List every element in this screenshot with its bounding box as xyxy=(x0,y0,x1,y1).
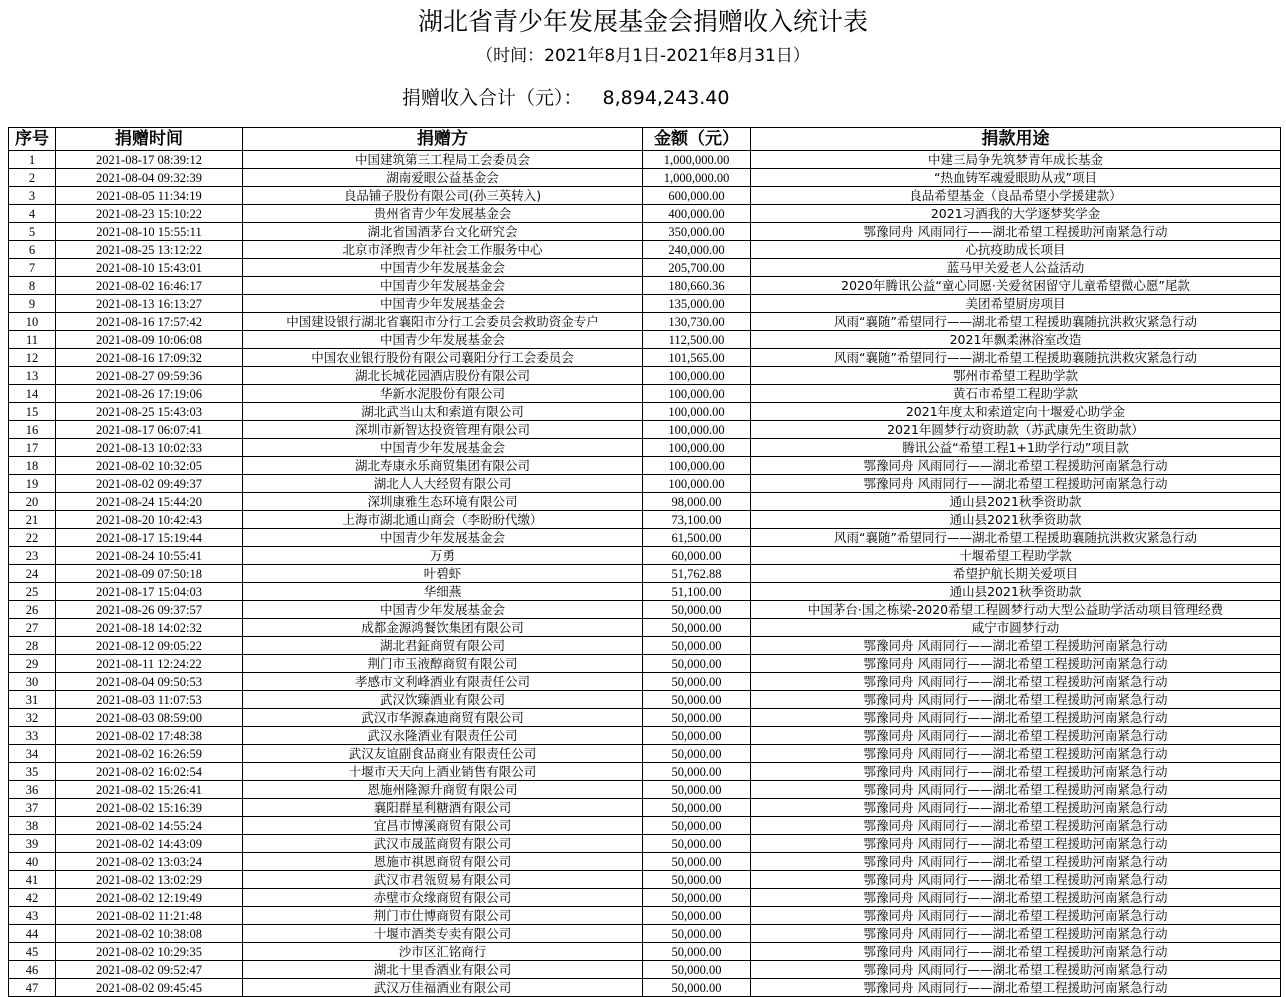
donation-amount: 100,000.00 xyxy=(643,475,751,493)
row-index: 42 xyxy=(9,889,56,907)
donor-name: 万勇 xyxy=(243,547,643,565)
donor-name: 中国青少年发展基金会 xyxy=(243,529,643,547)
donation-amount: 100,000.00 xyxy=(643,457,751,475)
donation-time: 2021-08-02 13:02:29 xyxy=(56,871,243,889)
donation-table xyxy=(8,127,1281,997)
donor-name: 中国建设银行湖北省襄阳市分行工会委员会救助资金专户 xyxy=(243,313,643,331)
table-row xyxy=(9,493,1281,511)
table-row xyxy=(9,727,1281,745)
donation-purpose: 通山县2021秋季资助款 xyxy=(751,511,1281,529)
total-label: 捐赠收入合计（元）： xyxy=(402,87,583,109)
donation-time: 2021-08-02 13:03:24 xyxy=(56,853,243,871)
donation-time: 2021-08-09 10:06:08 xyxy=(56,331,243,349)
donation-amount: 50,000.00 xyxy=(643,799,751,817)
donation-time: 2021-08-25 13:12:22 xyxy=(56,241,243,259)
donor-name: 成都金源鸿餐饮集团有限公司 xyxy=(243,619,643,637)
row-index: 32 xyxy=(9,709,56,727)
row-index: 39 xyxy=(9,835,56,853)
row-index: 43 xyxy=(9,907,56,925)
donation-time: 2021-08-02 11:21:48 xyxy=(56,907,243,925)
donation-purpose: 良品希望基金（良品希望小学援建款） xyxy=(751,187,1281,205)
table-row xyxy=(9,187,1281,205)
donation-purpose: 鄂豫同舟 风雨同行——湖北希望工程援助河南紧急行动 xyxy=(751,835,1281,853)
table-row xyxy=(9,457,1281,475)
donation-purpose: 希望护航长期关爱项目 xyxy=(751,565,1281,583)
table-row xyxy=(9,691,1281,709)
donation-time: 2021-08-23 15:10:22 xyxy=(56,205,243,223)
donation-purpose: 咸宁市圆梦行动 xyxy=(751,619,1281,637)
donation-purpose: 通山县2021秋季资助款 xyxy=(751,493,1281,511)
donor-name: 恩施市祺恩商贸有限公司 xyxy=(243,853,643,871)
donation-purpose: “热血铸军魂爱眼助从戎”项目 xyxy=(751,169,1281,187)
header-index: 序号 xyxy=(9,128,56,151)
table-row xyxy=(9,907,1281,925)
donation-time: 2021-08-13 10:02:33 xyxy=(56,439,243,457)
donor-name: 武汉市华源森迪商贸有限公司 xyxy=(243,709,643,727)
donor-name: 湖北省国酒茅台文化研究会 xyxy=(243,223,643,241)
donation-purpose: 鄂豫同舟 风雨同行——湖北希望工程援助河南紧急行动 xyxy=(751,709,1281,727)
donation-time: 2021-08-26 09:37:57 xyxy=(56,601,243,619)
donor-name: 湖北人人大经贸有限公司 xyxy=(243,475,643,493)
header-purpose: 捐款用途 xyxy=(751,128,1281,151)
donation-amount: 101,565.00 xyxy=(643,349,751,367)
row-index: 41 xyxy=(9,871,56,889)
table-row xyxy=(9,313,1281,331)
donation-time: 2021-08-02 15:16:39 xyxy=(56,799,243,817)
table-row xyxy=(9,241,1281,259)
donation-time: 2021-08-13 16:13:27 xyxy=(56,295,243,313)
row-index: 17 xyxy=(9,439,56,457)
donor-name: 沙市区汇铭商行 xyxy=(243,943,643,961)
total-amount: 8,894,243.40 xyxy=(602,87,730,109)
row-index: 6 xyxy=(9,241,56,259)
donor-name: 深圳康雅生态环境有限公司 xyxy=(243,493,643,511)
donor-name: 中国青少年发展基金会 xyxy=(243,277,643,295)
donation-time: 2021-08-26 17:19:06 xyxy=(56,385,243,403)
row-index: 18 xyxy=(9,457,56,475)
row-index: 13 xyxy=(9,367,56,385)
donation-amount: 400,000.00 xyxy=(643,205,751,223)
table-row xyxy=(9,889,1281,907)
donation-purpose: 鄂豫同舟 风雨同行——湖北希望工程援助河南紧急行动 xyxy=(751,781,1281,799)
donation-purpose: 心抗疫助成长项目 xyxy=(751,241,1281,259)
donation-purpose: 风雨“襄随”希望同行——湖北希望工程援助襄随抗洪救灾紧急行动 xyxy=(751,349,1281,367)
table-row xyxy=(9,673,1281,691)
row-index: 12 xyxy=(9,349,56,367)
donation-amount: 50,000.00 xyxy=(643,817,751,835)
table-row xyxy=(9,835,1281,853)
donation-purpose: 鄂豫同舟 风雨同行——湖北希望工程援助河南紧急行动 xyxy=(751,925,1281,943)
donation-time: 2021-08-24 15:44:20 xyxy=(56,493,243,511)
donation-amount: 50,000.00 xyxy=(643,961,751,979)
donation-time: 2021-08-05 11:34:19 xyxy=(56,187,243,205)
donation-purpose: 鄂豫同舟 风雨同行——湖北希望工程援助河南紧急行动 xyxy=(751,853,1281,871)
donation-time: 2021-08-04 09:32:39 xyxy=(56,169,243,187)
row-index: 34 xyxy=(9,745,56,763)
row-index: 24 xyxy=(9,565,56,583)
table-row xyxy=(9,943,1281,961)
donor-name: 湖北武当山太和索道有限公司 xyxy=(243,403,643,421)
donation-amount: 130,730.00 xyxy=(643,313,751,331)
donor-name: 荆门市仕博商贸有限公司 xyxy=(243,907,643,925)
table-header-row xyxy=(9,128,1281,151)
table-row xyxy=(9,709,1281,727)
donor-name: 恩施州隆源升商贸有限公司 xyxy=(243,781,643,799)
table-row xyxy=(9,367,1281,385)
table-row xyxy=(9,403,1281,421)
donation-amount: 112,500.00 xyxy=(643,331,751,349)
row-index: 16 xyxy=(9,421,56,439)
donation-time: 2021-08-02 15:26:41 xyxy=(56,781,243,799)
donation-time: 2021-08-02 09:49:37 xyxy=(56,475,243,493)
table-row xyxy=(9,349,1281,367)
row-index: 19 xyxy=(9,475,56,493)
donor-name: 十堰市酒类专卖有限公司 xyxy=(243,925,643,943)
table-row xyxy=(9,853,1281,871)
table-row xyxy=(9,421,1281,439)
donation-amount: 50,000.00 xyxy=(643,925,751,943)
row-index: 1 xyxy=(9,151,56,169)
donation-purpose: 鄂豫同舟 风雨同行——湖北希望工程援助河南紧急行动 xyxy=(751,799,1281,817)
donation-time: 2021-08-10 15:55:11 xyxy=(56,223,243,241)
donation-purpose: 鄂豫同舟 风雨同行——湖北希望工程援助河南紧急行动 xyxy=(751,961,1281,979)
table-row xyxy=(9,655,1281,673)
donation-purpose: 2021年圆梦行动资助款（苏武康先生资助款） xyxy=(751,421,1281,439)
donor-name: 中国青少年发展基金会 xyxy=(243,259,643,277)
donation-purpose: 2021年飘柔淋浴室改造 xyxy=(751,331,1281,349)
table-row xyxy=(9,295,1281,313)
donor-name: 荆门市玉液醇商贸有限公司 xyxy=(243,655,643,673)
row-index: 28 xyxy=(9,637,56,655)
donation-time: 2021-08-02 09:45:45 xyxy=(56,979,243,997)
table-row xyxy=(9,925,1281,943)
table-row xyxy=(9,331,1281,349)
donor-name: 襄阳群星利糖酒有限公司 xyxy=(243,799,643,817)
table-row xyxy=(9,439,1281,457)
donor-name: 湖北君鉦商贸有限公司 xyxy=(243,637,643,655)
donation-amount: 50,000.00 xyxy=(643,979,751,997)
donor-name: 武汉饮臻酒业有限公司 xyxy=(243,691,643,709)
donation-amount: 135,000.00 xyxy=(643,295,751,313)
donation-amount: 50,000.00 xyxy=(643,709,751,727)
donation-time: 2021-08-17 15:19:44 xyxy=(56,529,243,547)
table-row xyxy=(9,277,1281,295)
donation-purpose: 鄂豫同舟 风雨同行——湖北希望工程援助河南紧急行动 xyxy=(751,673,1281,691)
donation-time: 2021-08-02 17:48:38 xyxy=(56,727,243,745)
row-index: 5 xyxy=(9,223,56,241)
donation-amount: 50,000.00 xyxy=(643,871,751,889)
donor-name: 武汉友谊副食品商业有限责任公司 xyxy=(243,745,643,763)
row-index: 2 xyxy=(9,169,56,187)
donation-amount: 51,100.00 xyxy=(643,583,751,601)
row-index: 47 xyxy=(9,979,56,997)
row-index: 9 xyxy=(9,295,56,313)
page-title: 湖北省青少年发展基金会捐赠收入统计表 xyxy=(417,7,868,36)
donation-purpose: 中国茅台·国之栋梁-2020希望工程圆梦行动大型公益助学活动项目管理经费 xyxy=(751,601,1281,619)
table-row xyxy=(9,871,1281,889)
donor-name: 湖南爱眼公益基金会 xyxy=(243,169,643,187)
donor-name: 湖北长城花园酒店股份有限公司 xyxy=(243,367,643,385)
row-index: 8 xyxy=(9,277,56,295)
row-index: 3 xyxy=(9,187,56,205)
donation-time: 2021-08-25 15:43:03 xyxy=(56,403,243,421)
table-row xyxy=(9,205,1281,223)
donation-purpose: 中建三局争先筑梦青年成长基金 xyxy=(751,151,1281,169)
donation-time: 2021-08-10 15:43:01 xyxy=(56,259,243,277)
donation-time: 2021-08-24 10:55:41 xyxy=(56,547,243,565)
row-index: 31 xyxy=(9,691,56,709)
table-row xyxy=(9,961,1281,979)
donation-purpose: 腾讯公益“希望工程1+1助学行动”项目款 xyxy=(751,439,1281,457)
donation-time: 2021-08-02 16:26:59 xyxy=(56,745,243,763)
header-time: 捐赠时间 xyxy=(56,128,243,151)
table-row xyxy=(9,601,1281,619)
row-index: 15 xyxy=(9,403,56,421)
table-row xyxy=(9,259,1281,277)
donor-name: 湖北十里香酒业有限公司 xyxy=(243,961,643,979)
donation-purpose: 鄂豫同舟 风雨同行——湖北希望工程援助河南紧急行动 xyxy=(751,223,1281,241)
donation-time: 2021-08-17 06:07:41 xyxy=(56,421,243,439)
donation-purpose: 2020年腾讯公益“童心同愿·关爱贫困留守儿童希望微心愿”尾款 xyxy=(751,277,1281,295)
table-row xyxy=(9,547,1281,565)
donation-amount: 61,500.00 xyxy=(643,529,751,547)
donation-amount: 60,000.00 xyxy=(643,547,751,565)
donor-name: 良品铺子股份有限公司(孙三英转入) xyxy=(243,187,643,205)
table-row xyxy=(9,565,1281,583)
donation-purpose: 2021习酒我的大学逐梦奖学金 xyxy=(751,205,1281,223)
donor-name: 中国青少年发展基金会 xyxy=(243,601,643,619)
donation-time: 2021-08-12 09:05:22 xyxy=(56,637,243,655)
donation-time: 2021-08-18 14:02:32 xyxy=(56,619,243,637)
table-row xyxy=(9,223,1281,241)
donation-time: 2021-08-02 16:02:54 xyxy=(56,763,243,781)
table-row xyxy=(9,763,1281,781)
donation-purpose: 鄂豫同舟 风雨同行——湖北希望工程援助河南紧急行动 xyxy=(751,943,1281,961)
donor-name: 十堰市天天向上酒业销售有限公司 xyxy=(243,763,643,781)
donation-purpose: 风雨“襄随”希望同行——湖北希望工程援助襄随抗洪救灾紧急行动 xyxy=(751,313,1281,331)
donation-amount: 240,000.00 xyxy=(643,241,751,259)
donation-amount: 1,000,000.00 xyxy=(643,151,751,169)
donation-amount: 50,000.00 xyxy=(643,907,751,925)
table-row xyxy=(9,637,1281,655)
row-index: 46 xyxy=(9,961,56,979)
row-index: 25 xyxy=(9,583,56,601)
donor-name: 武汉万佳福酒业有限公司 xyxy=(243,979,643,997)
row-index: 36 xyxy=(9,781,56,799)
donation-amount: 50,000.00 xyxy=(643,835,751,853)
donation-amount: 50,000.00 xyxy=(643,619,751,637)
row-index: 45 xyxy=(9,943,56,961)
donation-purpose: 鄂豫同舟 风雨同行——湖北希望工程援助河南紧急行动 xyxy=(751,727,1281,745)
donation-amount: 50,000.00 xyxy=(643,781,751,799)
row-index: 20 xyxy=(9,493,56,511)
donation-time: 2021-08-03 11:07:53 xyxy=(56,691,243,709)
donation-amount: 98,000.00 xyxy=(643,493,751,511)
row-index: 10 xyxy=(9,313,56,331)
donation-time: 2021-08-16 17:09:32 xyxy=(56,349,243,367)
table-row xyxy=(9,781,1281,799)
row-index: 22 xyxy=(9,529,56,547)
donor-name: 孝感市文利峰酒业有限责任公司 xyxy=(243,673,643,691)
donor-name: 武汉市君瓴贸易有限公司 xyxy=(243,871,643,889)
donation-amount: 50,000.00 xyxy=(643,853,751,871)
row-index: 30 xyxy=(9,673,56,691)
donation-purpose: 风雨“襄随”希望同行——湖北希望工程援助襄随抗洪救灾紧急行动 xyxy=(751,529,1281,547)
table-row xyxy=(9,529,1281,547)
row-index: 37 xyxy=(9,799,56,817)
donor-name: 华细燕 xyxy=(243,583,643,601)
table-row xyxy=(9,745,1281,763)
donation-amount: 100,000.00 xyxy=(643,367,751,385)
row-index: 27 xyxy=(9,619,56,637)
donation-amount: 50,000.00 xyxy=(643,943,751,961)
donation-purpose: 黄石市希望工程助学款 xyxy=(751,385,1281,403)
table-body xyxy=(9,151,1281,997)
donation-time: 2021-08-02 10:32:05 xyxy=(56,457,243,475)
table-row xyxy=(9,511,1281,529)
row-index: 14 xyxy=(9,385,56,403)
donation-time: 2021-08-11 12:24:22 xyxy=(56,655,243,673)
donation-amount: 100,000.00 xyxy=(643,421,751,439)
row-index: 40 xyxy=(9,853,56,871)
table-row xyxy=(9,385,1281,403)
row-index: 33 xyxy=(9,727,56,745)
donation-time: 2021-08-16 17:57:42 xyxy=(56,313,243,331)
donation-time: 2021-08-02 09:52:47 xyxy=(56,961,243,979)
donation-purpose: 蓝马甲关爱老人公益活动 xyxy=(751,259,1281,277)
table-row xyxy=(9,799,1281,817)
donation-purpose: 鄂豫同舟 风雨同行——湖北希望工程援助河南紧急行动 xyxy=(751,691,1281,709)
donation-amount: 51,762.88 xyxy=(643,565,751,583)
donation-purpose: 鄂豫同舟 风雨同行——湖北希望工程援助河南紧急行动 xyxy=(751,817,1281,835)
donation-purpose: 鄂豫同舟 风雨同行——湖北希望工程援助河南紧急行动 xyxy=(751,475,1281,493)
donation-amount: 50,000.00 xyxy=(643,655,751,673)
row-index: 11 xyxy=(9,331,56,349)
donation-amount: 100,000.00 xyxy=(643,385,751,403)
donation-time: 2021-08-02 12:19:49 xyxy=(56,889,243,907)
donation-time: 2021-08-03 08:59:00 xyxy=(56,709,243,727)
donor-name: 北京市泽煦青少年社会工作服务中心 xyxy=(243,241,643,259)
row-index: 4 xyxy=(9,205,56,223)
donation-amount: 50,000.00 xyxy=(643,691,751,709)
donor-name: 贵州省青少年发展基金会 xyxy=(243,205,643,223)
donation-purpose: 鄂豫同舟 风雨同行——湖北希望工程援助河南紧急行动 xyxy=(751,871,1281,889)
donation-time: 2021-08-02 10:29:35 xyxy=(56,943,243,961)
donor-name: 宜昌市博溪商贸有限公司 xyxy=(243,817,643,835)
donation-amount: 350,000.00 xyxy=(643,223,751,241)
donation-purpose: 通山县2021秋季资助款 xyxy=(751,583,1281,601)
row-index: 23 xyxy=(9,547,56,565)
row-index: 26 xyxy=(9,601,56,619)
donation-purpose: 鄂豫同舟 风雨同行——湖北希望工程援助河南紧急行动 xyxy=(751,637,1281,655)
table-row xyxy=(9,817,1281,835)
donation-time: 2021-08-04 09:50:53 xyxy=(56,673,243,691)
donor-name: 湖北寿康永乐商贸集团有限公司 xyxy=(243,457,643,475)
donation-purpose: 鄂豫同舟 风雨同行——湖北希望工程援助河南紧急行动 xyxy=(751,745,1281,763)
donation-amount: 50,000.00 xyxy=(643,889,751,907)
donation-amount: 180,660.36 xyxy=(643,277,751,295)
row-index: 44 xyxy=(9,925,56,943)
donation-amount: 50,000.00 xyxy=(643,601,751,619)
donation-purpose: 鄂豫同舟 风雨同行——湖北希望工程援助河南紧急行动 xyxy=(751,655,1281,673)
table-row xyxy=(9,979,1281,997)
donation-amount: 50,000.00 xyxy=(643,727,751,745)
row-index: 21 xyxy=(9,511,56,529)
donation-amount: 50,000.00 xyxy=(643,673,751,691)
row-index: 29 xyxy=(9,655,56,673)
donation-amount: 100,000.00 xyxy=(643,403,751,421)
donation-purpose: 2021年度太和索道定向十堰爱心助学金 xyxy=(751,403,1281,421)
donor-name: 中国青少年发展基金会 xyxy=(243,439,643,457)
donation-purpose: 鄂州市希望工程助学款 xyxy=(751,367,1281,385)
donor-name: 武汉永隆酒业有限责任公司 xyxy=(243,727,643,745)
table-row xyxy=(9,475,1281,493)
donation-amount: 50,000.00 xyxy=(643,763,751,781)
donation-time: 2021-08-02 14:55:24 xyxy=(56,817,243,835)
donation-purpose: 鄂豫同舟 风雨同行——湖北希望工程援助河南紧急行动 xyxy=(751,889,1281,907)
donation-time: 2021-08-17 08:39:12 xyxy=(56,151,243,169)
donor-name: 赤壁市众缘商贸有限公司 xyxy=(243,889,643,907)
donation-purpose: 鄂豫同舟 风雨同行——湖北希望工程援助河南紧急行动 xyxy=(751,907,1281,925)
table-row xyxy=(9,169,1281,187)
donor-name: 上海市湖北通山商会（李盼盼代缴） xyxy=(243,511,643,529)
donation-total xyxy=(402,85,729,111)
donation-purpose: 鄂豫同舟 风雨同行——湖北希望工程援助河南紧急行动 xyxy=(751,763,1281,781)
donor-name: 华新水泥股份有限公司 xyxy=(243,385,643,403)
donation-time: 2021-08-02 10:38:08 xyxy=(56,925,243,943)
donation-purpose: 鄂豫同舟 风雨同行——湖北希望工程援助河南紧急行动 xyxy=(751,979,1281,997)
donor-name: 叶碧虾 xyxy=(243,565,643,583)
donation-time: 2021-08-02 16:46:17 xyxy=(56,277,243,295)
donation-amount: 50,000.00 xyxy=(643,745,751,763)
row-index: 7 xyxy=(9,259,56,277)
date-range-subtitle: （时间：2021年8月1日-2021年8月31日） xyxy=(476,46,810,66)
donation-time: 2021-08-27 09:59:36 xyxy=(56,367,243,385)
donation-amount: 73,100.00 xyxy=(643,511,751,529)
row-index: 35 xyxy=(9,763,56,781)
donor-name: 中国青少年发展基金会 xyxy=(243,295,643,313)
donation-amount: 100,000.00 xyxy=(643,439,751,457)
donation-purpose: 鄂豫同舟 风雨同行——湖北希望工程援助河南紧急行动 xyxy=(751,457,1281,475)
donor-name: 中国农业银行股份有限公司襄阳分行工会委员会 xyxy=(243,349,643,367)
table-row xyxy=(9,619,1281,637)
row-index: 38 xyxy=(9,817,56,835)
donation-amount: 600,000.00 xyxy=(643,187,751,205)
donation-time: 2021-08-09 07:50:18 xyxy=(56,565,243,583)
donor-name: 深圳市新智达投资管理有限公司 xyxy=(243,421,643,439)
donation-amount: 50,000.00 xyxy=(643,637,751,655)
donor-name: 武汉市晟蓝商贸有限公司 xyxy=(243,835,643,853)
donation-purpose: 十堰希望工程助学款 xyxy=(751,547,1281,565)
donation-amount: 1,000,000.00 xyxy=(643,169,751,187)
donation-amount: 205,700.00 xyxy=(643,259,751,277)
header-amount: 金额（元） xyxy=(643,128,751,151)
header-donor: 捐赠方 xyxy=(243,128,643,151)
table-row xyxy=(9,583,1281,601)
donor-name: 中国青少年发展基金会 xyxy=(243,331,643,349)
donation-time: 2021-08-02 14:43:09 xyxy=(56,835,243,853)
donation-time: 2021-08-20 10:42:43 xyxy=(56,511,243,529)
donation-purpose: 美团希望厨房项目 xyxy=(751,295,1281,313)
donation-time: 2021-08-17 15:04:03 xyxy=(56,583,243,601)
donor-name: 中国建筑第三工程局工会委员会 xyxy=(243,151,643,169)
table-row xyxy=(9,151,1281,169)
